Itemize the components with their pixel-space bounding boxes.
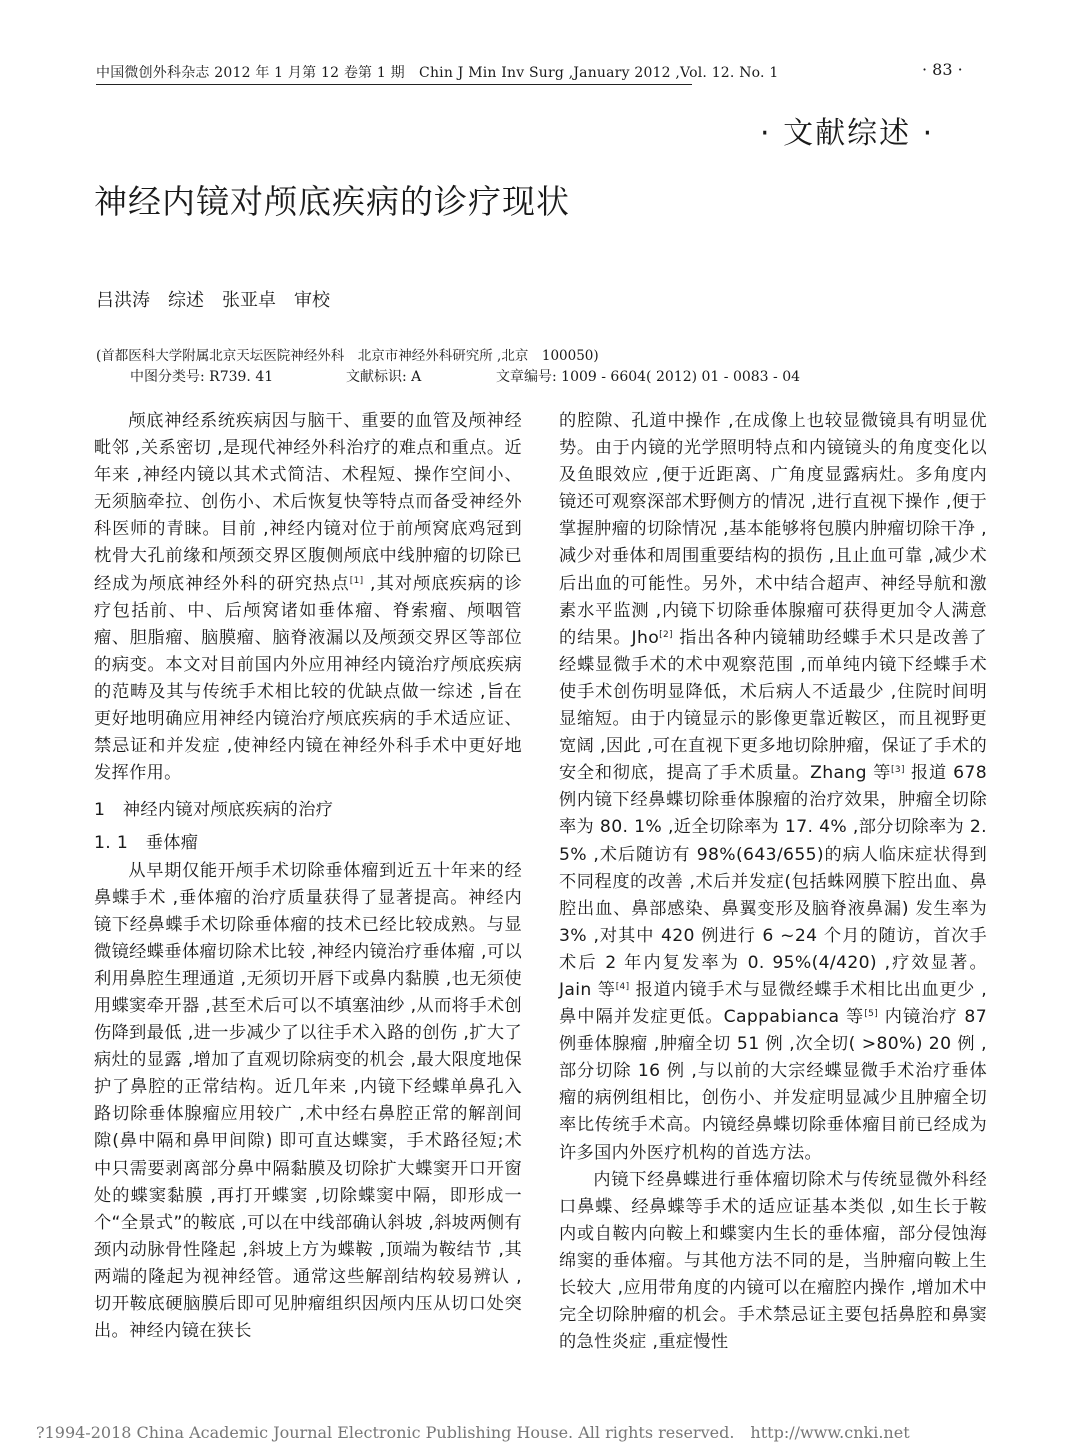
paragraph-text: 内镜治疗 87 例垂体腺瘤 ,肿瘤全切 51 例 ,次全切( >80%) 20 例 ,部分切除 16 例 ,与以前的大宗经蝶显微手术治疗垂体瘤的病例组相比，创伤小、并发症明显减少且肿瘤全切率比传统手术高。内镜经鼻蝶切除垂体瘤目前已经成为许多国内外医疗机构的首选方法。 xyxy=(559,1007,987,1163)
paragraph xyxy=(94,408,522,787)
paragraph-text: 指出各种内镜辅助经蝶手术只是改善了经蝶显微手术的术中观察范围 ,而单纯内镜下经蝶手术使手术创伤明显降低，术后病人不适最少 ,住院时间明显缩短。由于内镜显示的影像更靠近鞍区，而且视野更宽阔 ,因此 ,可在直视下更多地切除肿瘤，保证了手术的安全和彻底，提高了手术质量。Zhang 等 xyxy=(559,627,987,784)
citation[interactable]: [4] xyxy=(615,981,630,992)
article-number: 文章编号: 1009 - 6604( 2012) 01 - 0083 - 04 xyxy=(496,369,801,385)
section-label: · 文献综述 · xyxy=(760,116,935,151)
paragraph: 从早期仅能开颅手术切除垂体瘤到近五十年来的经鼻蝶手术 ,垂体瘤的治疗质量获得了显著提高。神经内镜下经鼻蝶手术切除垂体瘤的技术已经比较成熟。与显微镜经蝶垂体瘤切除术比较 ,神经内镜治疗垂体瘤 ,可以利用鼻腔生理通道 ,无须切开唇下或鼻内黏膜 ,也无须使用蝶窦牵开器 ,甚至术后可以不填塞油纱 ,从而将手术创伤降到最低 ,进一步减少了以往手术入路的创伤 ,扩大了病灶的显露 ,增加了直观切除病变的机会 ,最大限度地保护了鼻腔的正常结构。近几年来 ,内镜下经蝶单鼻孔入路切除垂体腺瘤应用较广 ,术中经右鼻腔正常的解剖间隙(鼻中隔和鼻甲间隙) 即可直达蝶窦，手术路径短;术中只需要剥离部分鼻中隔黏膜及切除扩大蝶窦开口开窗处的蝶窦黏膜 ,再打开蝶窦 ,切除蝶窦中隔，即形成一个“全景式”的鞍底 ,可以在中线部确认斜坡 ,斜坡两侧有颈内动脉骨性隆起 ,斜坡上方为蝶鞍 ,顶端为鞍结节 ,其两端的隆起为视神经管。通常这些解剖结构较易辨认 ,切开鞍底硬脑膜后即可见肿瘤组织因颅内压从切口处突出。神经内镜在狭长 xyxy=(94,860,522,1342)
section-heading: 1 神经内镜对颅底疾病的治疗 xyxy=(94,800,334,821)
paragraph xyxy=(559,408,987,1167)
paragraph: 内镜下经鼻蝶进行垂体瘤切除术与传统显微外科经口鼻蝶、经鼻蝶等手术的适应证基本类似 ,如生长于鞍内或自鞍内向鞍上和蝶窦内生长的垂体瘤，部分侵蚀海绵窦的垂体瘤。与其他方法不同的是，当肿瘤向鞍上生长较大 ,应用带角度的内镜可以在瘤腔内操作 ,增加术中完全切除肿瘤的机会。手术禁忌证主要包括鼻腔和鼻窦的急性炎症 ,重症慢性 xyxy=(559,1169,987,1353)
affiliation: (首都医科大学附属北京天坛医院神经外科 北京市神经外科研究所 ,北京 100050) xyxy=(96,348,599,364)
citation[interactable]: [2] xyxy=(659,629,673,640)
paragraph-text: ,其对颅底疾病的诊疗包括前、中、后颅窝诸如垂体瘤、脊索瘤、颅咽管瘤、胆脂瘤、脑膜瘤、脑脊液漏以及颅颈交界区等部位的病变。本文对目前国内外应用神经内镜治疗颅底疾病的范畴及其与传统手术相比较的优缺点做一综述 ,旨在更好地明确应用神经内镜治疗颅底疾病的手术适应证、禁忌证和并发症 ,使神经内镜在神经外科手术中更好地发挥作用。 xyxy=(94,573,522,784)
running-header: 中国微创外科杂志 2012 年 1 月第 12 卷第 1 期 Chin J Min Inv Surg ,January 2012 ,Vol. 12. No. 1 xyxy=(96,65,779,81)
left-column xyxy=(94,408,522,1345)
page-number: · 83 · xyxy=(922,60,963,79)
article-title: 神经内镜对颅底疾病的诊疗现状 xyxy=(94,182,570,221)
authors: 吕洪涛 综述 张亚卓 审校 xyxy=(96,290,330,311)
header-rule xyxy=(96,84,692,85)
paragraph-text: 颅底神经系统疾病因与脑干、重要的血管及颅神经毗邻 ,关系密切 ,是现代神经外科治疗的难点和重点。近年来 ,神经内镜以其术式简洁、术程短、操作空间小、无须脑牵拉、创伤小、术后恢复快等特点而备受神经外科医师的青睐。目前 ,神经内镜对位于前颅窝底鸡冠到枕骨大孔前缘和颅颈交界区腹侧颅底中线肿瘤的切除已经成为颅底神经外科的研究热点 xyxy=(94,411,522,594)
citation[interactable]: [5] xyxy=(864,1009,879,1020)
right-column xyxy=(559,408,987,1356)
paragraph-text: 的腔隙、孔道中操作 ,在成像上也较显微镜具有明显优势。由于内镜的光学照明特点和内镜镜头的角度变化以及鱼眼效应 ,便于近距离、广角度显露病灶。多角度内镜还可观察深部术野侧方的情况 ,进行直视下操作 ,便于掌握肿瘤的切除情况 ,基本能够将包膜内肿瘤切除干净 ,减少对垂体和周围重要结构的损伤 ,且止血可靠 ,减少术后出血的可能性。另外，术中结合超声、神经导航和激素水平监测 ,内镜下切除垂体腺瘤可获得更加令人满意的结果。Jho xyxy=(559,411,987,648)
paragraph-text: 报道 678 例内镜下经鼻蝶切除垂体腺瘤的治疗效果，肿瘤全切除率为 80. 1% ,近全切除率为 17. 4% ,部分切除率为 2. 5% ,术后随访有 98%(643/655)的病人临床症状得到不同程度的改善 ,术后并发症(包括蛛网膜下腔出血、鼻腔出血、鼻部感染、鼻翼变形及脑脊液鼻漏) 发生率为 3% ,对其中 420 例进行 6 ~24 个月的随访，首次手术后 2 年内复发率为 0. 95%(4/420) ,疗效显著。Jain 等 xyxy=(559,763,987,1000)
subsection-heading: 1. 1 垂体瘤 xyxy=(94,833,199,854)
citation[interactable]: [3] xyxy=(891,765,905,776)
document-code: 文献标识: A xyxy=(346,369,422,385)
clc-number: 中图分类号: R739. 41 xyxy=(130,369,274,385)
paragraph-text: 报道内镜手术与显微经蝶手术相比出血更少 ,鼻中隔并发症更低。Cappabianca 等 xyxy=(559,979,988,1028)
copyright-footer: ?1994-2018 China Academic Journal Electronic Publishing House. All rights reserved. http://www.cnki.net xyxy=(36,1423,910,1442)
citation[interactable]: [1] xyxy=(349,575,364,586)
